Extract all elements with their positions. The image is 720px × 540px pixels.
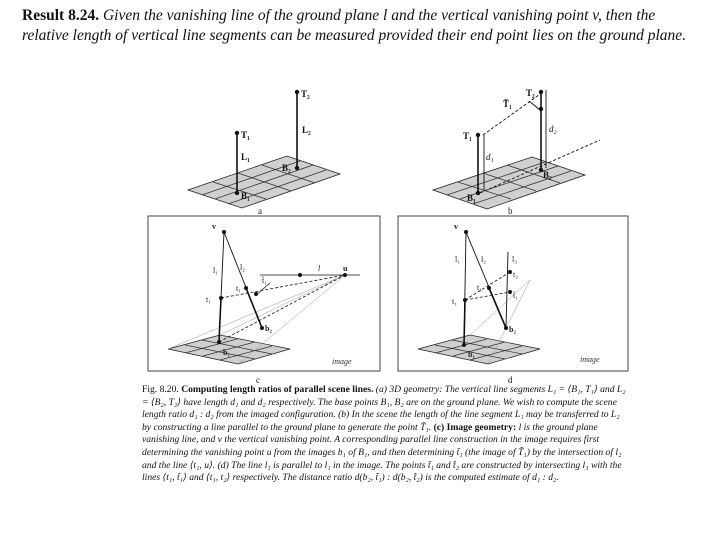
point-t2 bbox=[244, 286, 248, 290]
label-b1: b₁ bbox=[468, 350, 475, 359]
point-t1 bbox=[219, 296, 223, 300]
point-T1 bbox=[235, 131, 239, 135]
image-label: image bbox=[580, 355, 600, 364]
point-t1-tilde-hat bbox=[508, 290, 512, 294]
panel-b bbox=[433, 88, 600, 216]
label-t1-upper: t₁ bbox=[477, 283, 483, 292]
point-t2-hat bbox=[508, 270, 512, 274]
label-u: u bbox=[343, 264, 348, 273]
label-l2: l₂ bbox=[240, 263, 246, 272]
label-l: l bbox=[318, 264, 321, 273]
label-l1: l₁ bbox=[455, 255, 461, 264]
label-v: v bbox=[454, 222, 458, 231]
label-t1-upper: t₁ bbox=[236, 284, 242, 293]
label-t1-tilde: t̃₁ bbox=[513, 291, 519, 300]
point-T2 bbox=[539, 90, 543, 94]
label-T2: T₂ bbox=[526, 88, 535, 98]
label-l2: l₂ bbox=[481, 255, 487, 264]
panel-d-sublabel: d bbox=[508, 375, 513, 385]
label-L2: L₂ bbox=[302, 125, 311, 135]
label-b2: b₂ bbox=[265, 324, 272, 333]
panel-a-sublabel: a bbox=[258, 206, 262, 216]
point-t2 bbox=[487, 286, 491, 290]
point-b2 bbox=[504, 326, 508, 330]
segment-b1-t1 bbox=[464, 300, 465, 345]
label-t1: t₁ bbox=[452, 297, 458, 306]
point-T1 bbox=[476, 133, 480, 137]
label-v: v bbox=[212, 222, 216, 231]
label-b2: b₂ bbox=[509, 325, 516, 334]
panel-a bbox=[188, 89, 340, 216]
label-T1: T₁ bbox=[241, 130, 250, 140]
panel-b-sublabel: b bbox=[508, 206, 513, 216]
result-number: Result 8.24. bbox=[22, 7, 100, 24]
label-T2: T₂ bbox=[301, 89, 310, 99]
label-t2-hat: t₂ bbox=[513, 270, 519, 279]
caption-title: Computing length ratios of parallel scene lines. bbox=[181, 384, 374, 395]
point-b2 bbox=[260, 326, 264, 330]
point-b1 bbox=[217, 340, 221, 344]
result-text: Given the vanishing line of the ground plane l and the vertical vanishing point v, then the relative length of vertical line segments can be measured provided their end point lies on the ground plane. bbox=[22, 7, 687, 44]
caption-part-b-text: (b) In the scene the length of the line segment L₁ may be transferred to L₂ by constructing a line parallel to the ground plane to generate the point T̃₁. bbox=[142, 409, 620, 433]
point-T2 bbox=[295, 90, 299, 94]
caption-part-c-text: l is the ground plane vanishing line, and v the vertical vanishing point. A corresponding parallel line construction in the image requires first determining the vanishing point u from the images b₁ of B₁, and then determining t̃₁ (the image of T̃₁) by the intersection of l₂ and the line ⟨t₁, u⟩. bbox=[142, 421, 622, 471]
label-T1-tilde: T̃₁ bbox=[503, 99, 512, 109]
transfer-marker bbox=[529, 101, 540, 110]
point-v bbox=[222, 230, 226, 234]
label-B1: B₁ bbox=[467, 193, 476, 203]
label-l1: l₁ bbox=[213, 266, 219, 275]
image-label: image bbox=[332, 357, 352, 366]
point-v bbox=[464, 230, 468, 234]
label-B2: B₂ bbox=[543, 170, 552, 180]
figure-caption bbox=[142, 384, 628, 485]
point-B2 bbox=[295, 166, 299, 170]
label-B1: B₁ bbox=[241, 191, 250, 201]
point-t1-tilde bbox=[254, 292, 258, 296]
caption-fig-number: Fig. 8.20. bbox=[142, 384, 179, 395]
point-T1-tilde bbox=[539, 107, 543, 111]
caption-part-a-label: (a) 3D geometry: bbox=[375, 384, 443, 395]
point-b1 bbox=[462, 343, 466, 347]
point-u bbox=[343, 273, 347, 277]
point-B1 bbox=[235, 191, 239, 195]
ground-plane-grid bbox=[188, 156, 340, 208]
label-b1: b₁ bbox=[223, 348, 230, 357]
label-t1-tilde: t̃₁ bbox=[262, 276, 268, 285]
point-B1 bbox=[476, 191, 480, 195]
panel-c bbox=[148, 216, 380, 385]
panel-c-sublabel: c bbox=[256, 375, 260, 385]
transfer-line-top bbox=[483, 92, 543, 135]
caption-part-d-text: (d) The line l₃ is parallel to l₁ in the image. The points t̃₁ and t̂₂ are constructed by intersecting l₃ with the lines ⟨t₁, t̃₁⟩ and ⟨t₁, t₂⟩ respectively. The distance ratio d(b₂, t̃₁) : d(b₂, t̂₂) is the computed estimate of d₁ : d₂. bbox=[142, 459, 622, 484]
point-t1 bbox=[463, 298, 467, 302]
caption-part-a-text: The vertical line segments L₁ = ⟨B₁, T₁⟩ and L₂ = ⟨B₂, T₂⟩ have length d₁ and d₂ respectively. The base points B₁, B₂ are on the ground plane. We wish to compute the scene length ratio d₁ : d₂ from the imaged configuration. bbox=[142, 384, 626, 421]
point-l bbox=[298, 273, 302, 277]
ground-plane-grid bbox=[433, 157, 585, 209]
label-l3: l₃ bbox=[512, 255, 518, 264]
label-d2: d₂ bbox=[549, 124, 557, 134]
label-B2: B₂ bbox=[282, 163, 291, 173]
label-t1: t₁ bbox=[206, 295, 212, 304]
label-L1: L₁ bbox=[241, 152, 250, 162]
panel-d bbox=[398, 216, 628, 385]
label-T1: T₁ bbox=[463, 131, 472, 141]
caption-part-c-label: (c) Image geometry: bbox=[433, 421, 517, 433]
label-d1: d₁ bbox=[486, 152, 494, 162]
